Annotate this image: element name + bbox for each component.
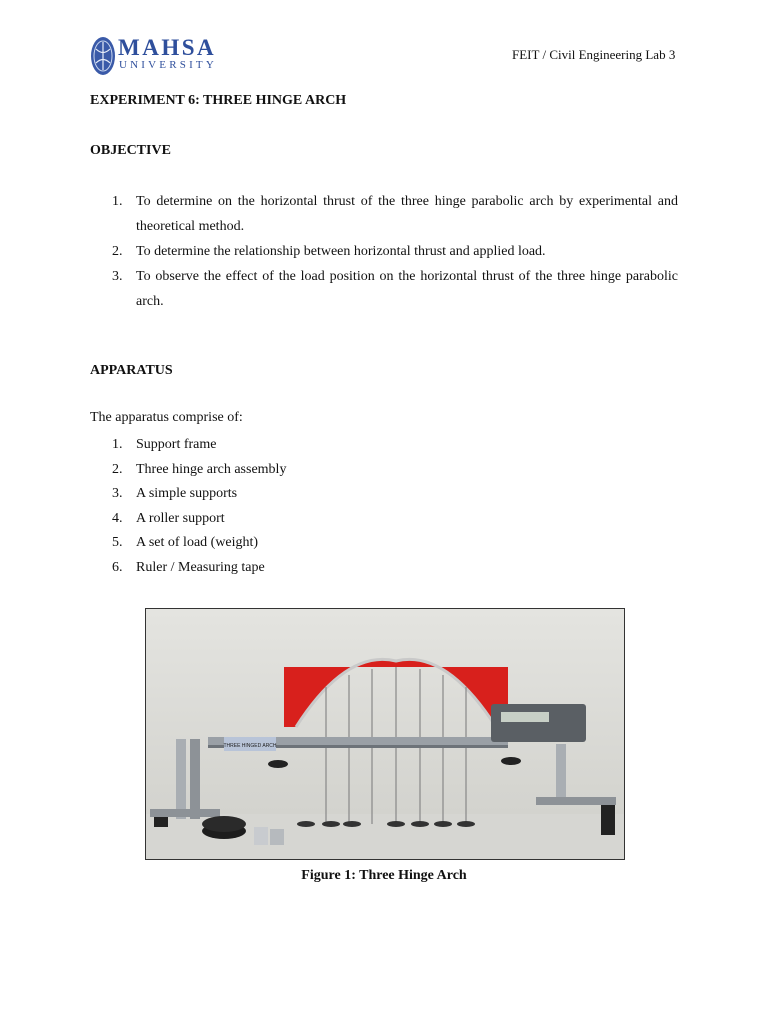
logo-wordmark: MAHSA xyxy=(118,35,217,60)
list-item xyxy=(90,482,286,507)
list-item xyxy=(90,239,678,264)
logo-subtitle: UNIVERSITY xyxy=(119,59,217,71)
list-number: 1. xyxy=(112,194,123,209)
list-text: Support frame xyxy=(136,437,217,452)
list-text: To determine on the horizontal thrust of the three hinge parabolic arch by experimental and theoretical method. xyxy=(136,194,678,234)
apparatus-photo xyxy=(145,608,625,860)
course-header: FEIT / Civil Engineering Lab 3 xyxy=(512,47,676,62)
objective-heading: OBJECTIVE xyxy=(90,143,171,158)
list-text: A set of load (weight) xyxy=(136,535,259,551)
apparatus-intro: The apparatus comprise of: xyxy=(90,410,243,425)
plate-label: THREE HINGED ARCH xyxy=(223,743,277,749)
list-text: To determine the relationship between horizontal thrust and applied load. xyxy=(136,244,546,259)
figure-caption: Figure 1: Three Hinge Arch xyxy=(301,868,467,883)
list-text: Three hinge arch assembly xyxy=(136,461,287,477)
university-logo xyxy=(90,36,220,76)
list-text: A roller support xyxy=(136,510,225,526)
list-number: 6. xyxy=(112,559,123,575)
list-item xyxy=(90,264,678,314)
list-item xyxy=(90,507,286,532)
list-text: To observe the effect of the load position on the horizontal thrust of the three hinge parabolic arch. xyxy=(136,269,678,309)
list-number: 4. xyxy=(112,510,123,526)
list-item xyxy=(90,531,286,556)
list-item xyxy=(90,433,286,458)
crest-icon xyxy=(90,36,116,76)
page-title: EXPERIMENT 6: THREE HINGE ARCH xyxy=(90,93,347,108)
list-number: 3. xyxy=(112,269,123,284)
objective-list xyxy=(90,189,678,314)
apparatus-list xyxy=(90,433,286,581)
three-hinge-arch-illustration xyxy=(146,609,625,860)
list-number: 2. xyxy=(112,461,123,477)
list-text: Ruler / Measuring tape xyxy=(136,559,265,575)
list-item xyxy=(90,556,286,581)
apparatus-heading: APPARATUS xyxy=(90,363,173,378)
list-item xyxy=(90,189,678,239)
list-number: 3. xyxy=(112,486,123,502)
list-text: A simple supports xyxy=(136,486,238,502)
list-number: 5. xyxy=(112,535,123,551)
list-item xyxy=(90,458,286,483)
list-number: 2. xyxy=(112,244,123,259)
list-number: 1. xyxy=(112,437,123,452)
